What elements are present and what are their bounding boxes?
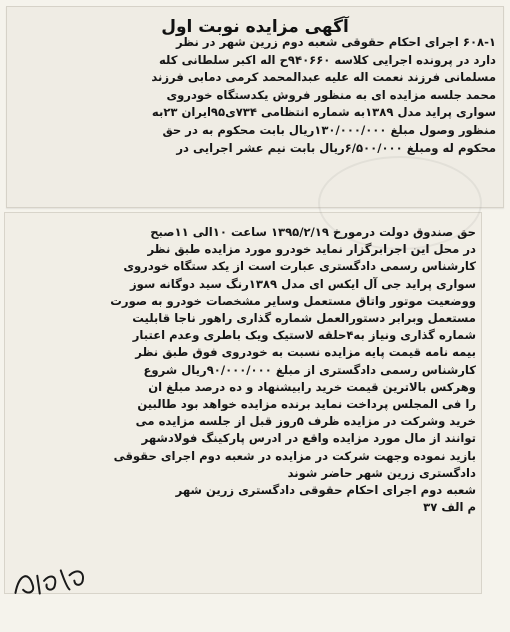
notice-body-part2 [12,224,476,516]
text-line: منظور وصول مبلغ ۱۳۰/۰۰۰/۰۰۰ریال بابت محکوم به در حق [162,122,496,137]
text-line: سواری پراید مدل ۱۳۸۹به شماره انتظامی ۷۳۴ی۹۵ایران ۲۳به [151,105,496,120]
text-line: محکوم له ومبلغ ۶/۵۰۰/۰۰۰ریال بابت نیم عشر اجرایی در [176,140,496,155]
text-line: دادگستری زرین شهر حاضر شوند [287,465,476,480]
text-line: کارشناس رسمی دادگستری از مبلغ ۹۰/۰۰۰/۰۰۰ریال شروع [143,362,476,377]
signature-line: شعبه دوم اجرای احکام حقوقی دادگستری زرین شهر [175,483,476,498]
text-line: در محل این اجرابرگزار نماید خودرو مورد مزایده طبق نظر [147,242,476,257]
text-line: ووضعیت موتور واتاق مستعمل وسایر مشخصات خودرو به صورت [110,293,476,308]
text-line: مسلمانی فرزند نعمت اله علیه عبدالمحمد کرمی دمابی فرزند [151,70,496,85]
text-line: بازید نموده وجهت شرکت در مزایده در شعبه دوم اجرای حقوقی [113,448,476,463]
text-line: محمد جلسه مزایده ای به منظور فروش یکدستگاه خودروی [166,87,496,102]
text-line: را فی المجلس پرداخت نماید برنده مزایده خواهد بود طالبین [137,397,476,412]
text-line: شماره گذاری ونیاز به۴حلقه لاستیک ویک باطری وعدم اعتبار [132,328,476,343]
text-line: سواری پراید جی آل ایکس ای مدل ۱۳۸۹رنگ سید دوگانه سوز [129,276,476,291]
text-line: کارشناس رسمی دادگستری عبارت است از یکد ستگاه خودروی [123,259,476,274]
text-line: ۶۰۸-۱ اجرای احکام حقوقی شعبه دوم زرین شهر در نظر [175,35,496,49]
reference-number: م الف ۳۷ [423,500,476,515]
text-line: خرید وشرکت در مزایده ظرف ۵روز قبل از جلسه مزایده می [135,414,476,429]
notice-body-part1 [16,34,496,157]
notice-title: آگهی مزایده نوبت اول [161,17,349,37]
text-line: وهرکس بالاترین قیمت خرید رابیشنهاد و ده درصد مبلغ ان [148,379,476,394]
text-line: دارد در پرونده اجرایی کلاسه ۹۴۰۶۶۰ح اله اکبر سلطانی کله [159,52,496,67]
text-line: مستعمل وبرابر دستورالعمل شماره گذاری راهور ناجا قابلیت [132,311,476,326]
text-line: حق صندوق دولت درمورخ ۱۳۹۵/۲/۱۹ ساعت ۱۰الی ۱۱صبح [150,225,476,239]
text-line: بیمه نامه قیمت پایه مزایده نسبت به خودروی فوق طبق نظر [135,345,476,360]
text-line: توانند از مال مورد مزایده واقع در ادرس پارکینگ فولادشهر [141,431,476,446]
